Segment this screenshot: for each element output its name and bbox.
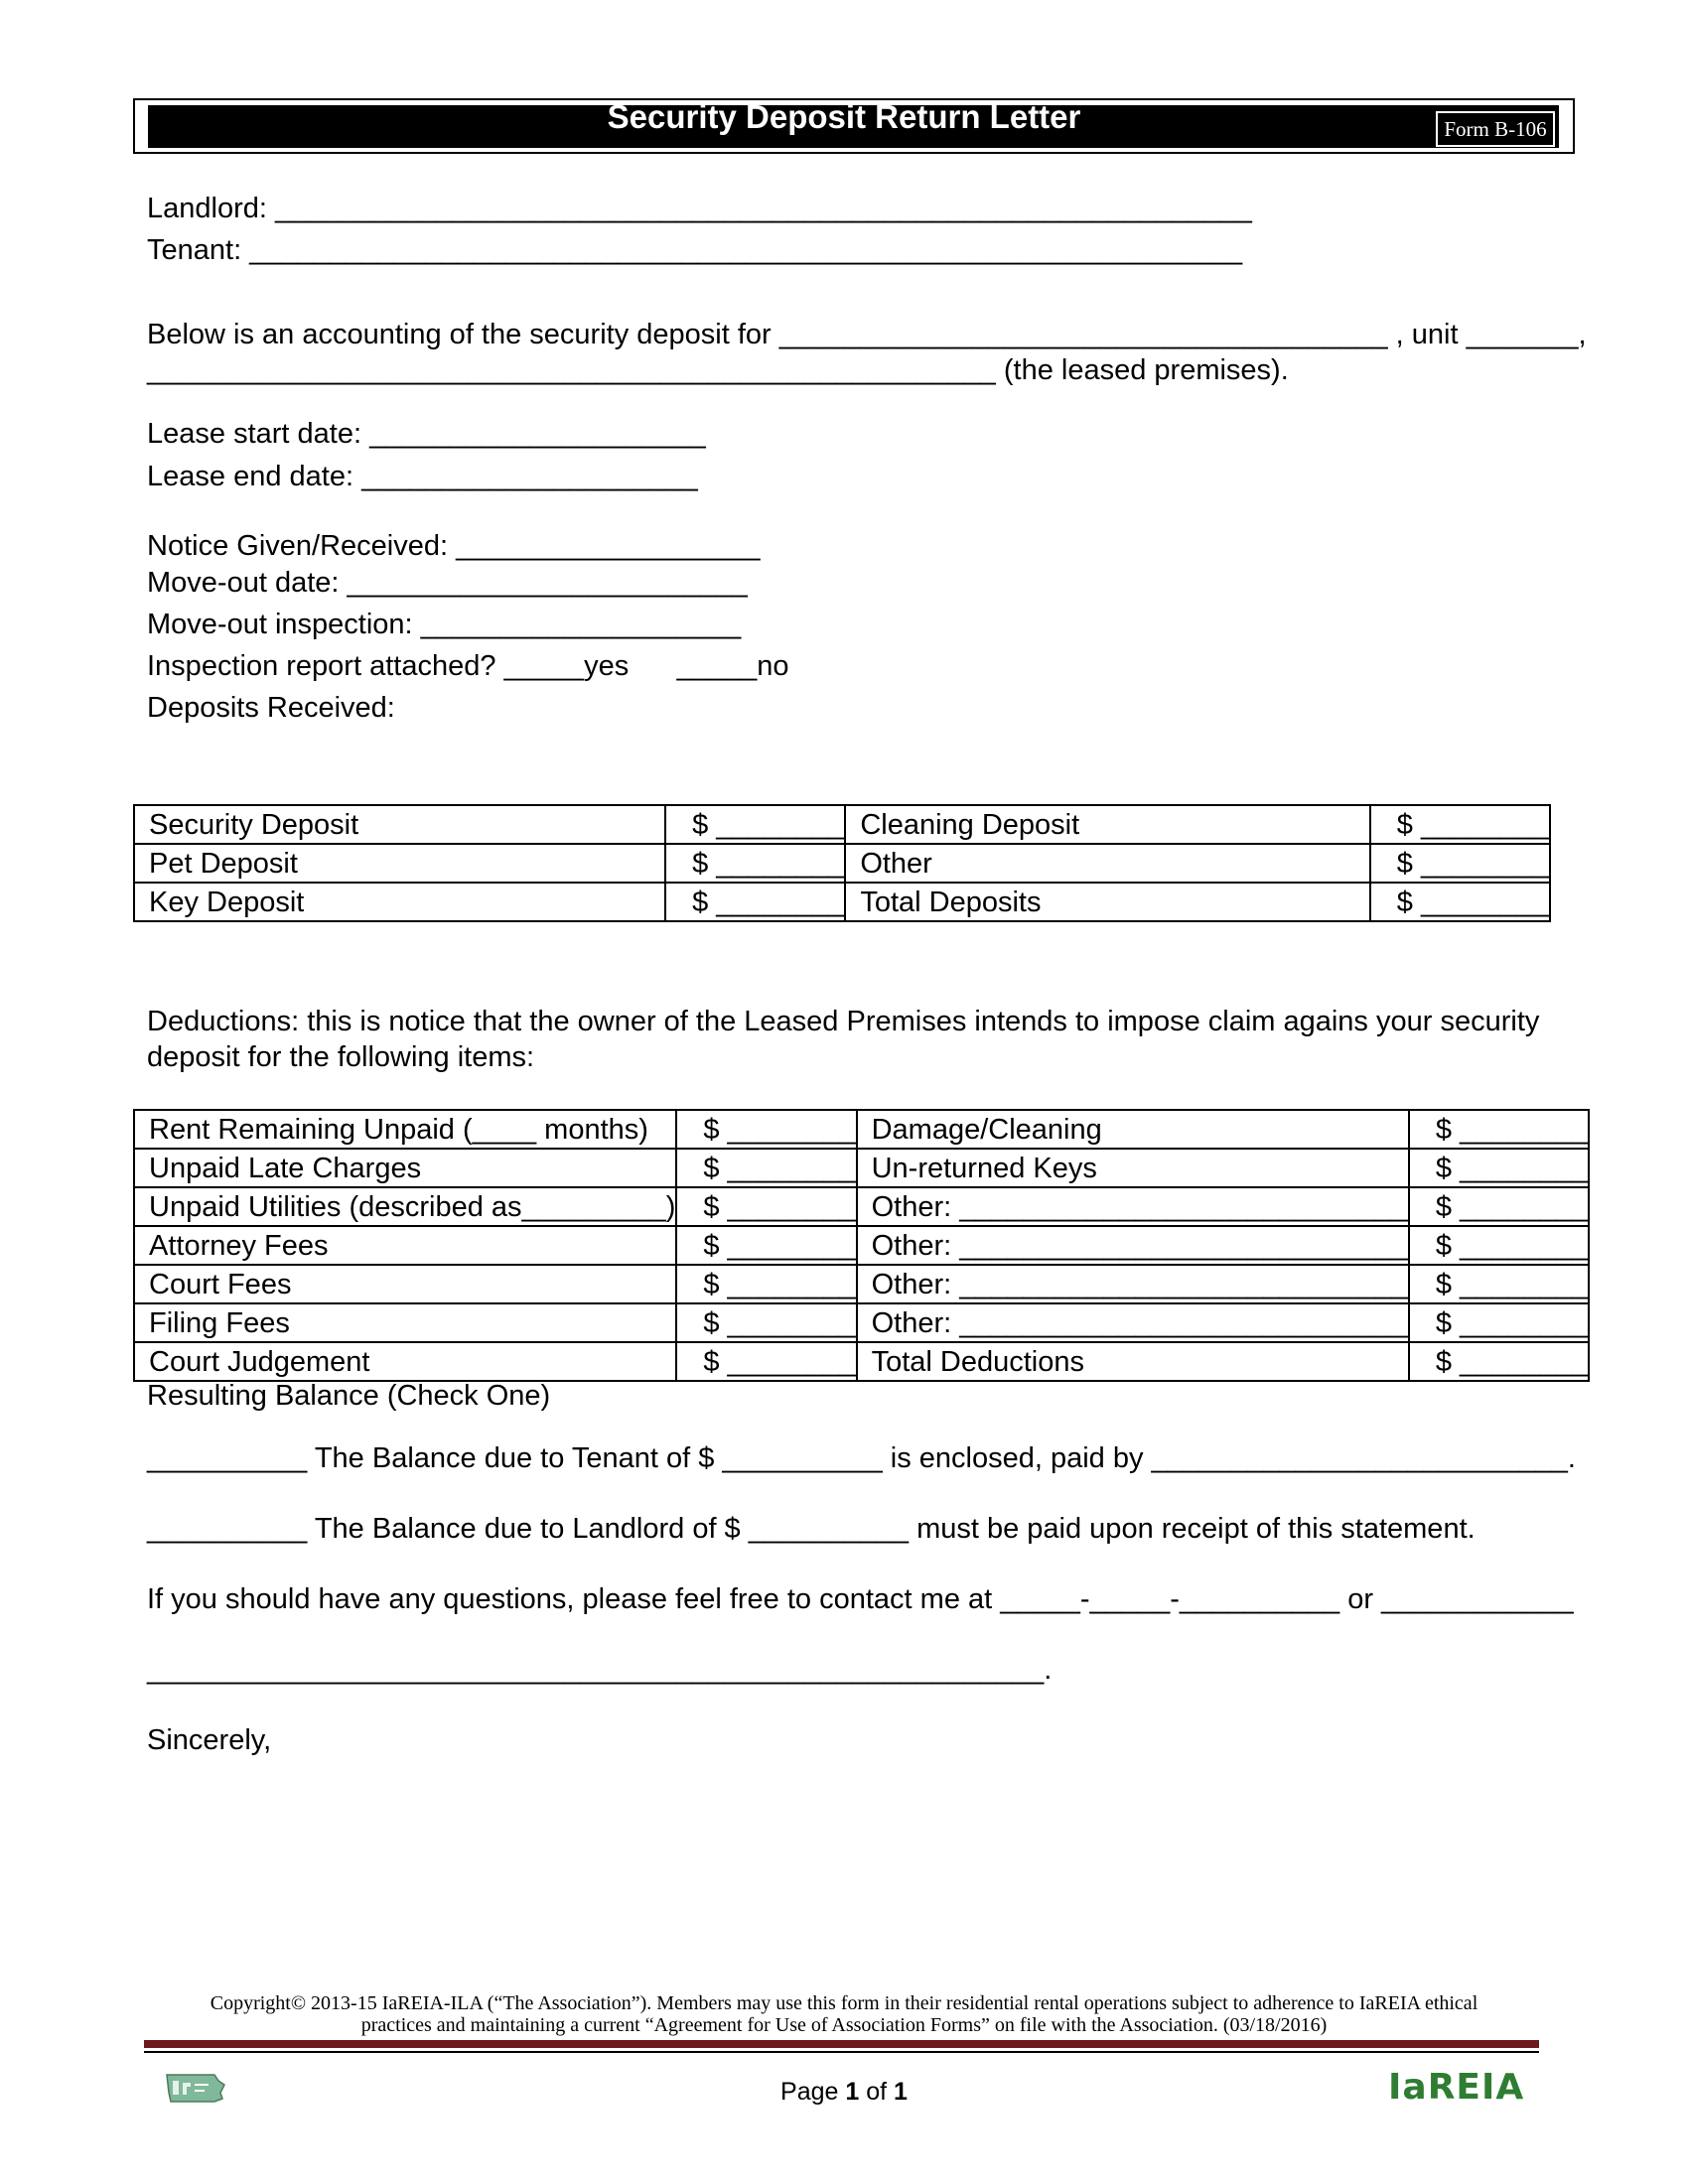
amount-field-right[interactable]: $ ________ [1370, 844, 1550, 883]
row-label-right: Damage/Cleaning [857, 1110, 1409, 1149]
row-label-left: Rent Remaining Unpaid (____ months) [134, 1110, 676, 1149]
amount-field-left[interactable]: $ ________ [676, 1187, 856, 1226]
contact-continuation-line[interactable]: ________________________________________________________. [147, 1654, 1053, 1686]
page-current: 1 [845, 2078, 860, 2106]
amount-field-right[interactable]: $ ________ [1409, 1110, 1589, 1149]
resulting-balance-heading: Resulting Balance (Check One) [147, 1380, 551, 1412]
accounting-premises-line[interactable]: Below is an accounting of the security deposit for ______________________________________ , unit _______, [147, 319, 1587, 350]
table-row [134, 1149, 1589, 1187]
amount-field-left[interactable]: $ ________ [665, 883, 845, 921]
tenant-field[interactable]: Tenant: ______________________________________________________________ [147, 234, 1243, 266]
row-label-right: Other: ____________________________ [857, 1303, 1409, 1342]
inspection-report-attached-field[interactable]: Inspection report attached? _____yes _____no [147, 650, 789, 682]
amount-field-right[interactable]: $ ________ [1409, 1226, 1589, 1265]
deductions-intro-line1: Deductions: this is notice that the owner of the Leased Premises intends to impose claim agains your security [147, 1006, 1540, 1037]
lease-start-date-field[interactable]: Lease start date: _____________________ [147, 418, 706, 450]
deductions-table-body [134, 1110, 1589, 1381]
form-title: Security Deposit Return Letter [607, 98, 1081, 135]
landlord-field[interactable]: Landlord: _____________________________________________________________ [147, 193, 1252, 224]
copyright-notice [133, 1992, 1555, 2036]
lease-end-date-field[interactable]: Lease end date: _____________________ [147, 461, 698, 492]
footer-rule-black [144, 2051, 1539, 2053]
notice-given-field[interactable]: Notice Given/Received: ___________________ [147, 530, 761, 562]
table-row [134, 1226, 1589, 1265]
table-row [134, 1303, 1589, 1342]
amount-field-left[interactable]: $ ________ [676, 1149, 856, 1187]
row-label-left: Key Deposit [134, 883, 665, 921]
amount-field-left[interactable]: $ ________ [676, 1110, 856, 1149]
deposits-received-label: Deposits Received: [147, 692, 395, 724]
amount-field-left[interactable]: $ ________ [676, 1265, 856, 1303]
amount-field-left[interactable]: $ ________ [665, 805, 845, 844]
amount-field-right[interactable]: $ ________ [1370, 883, 1550, 921]
row-label-left: Unpaid Late Charges [134, 1149, 676, 1187]
row-label-left: Court Judgement [134, 1342, 676, 1381]
table-row [134, 805, 1550, 844]
table-row [134, 1342, 1589, 1381]
row-label-right: Other: ____________________________ [857, 1265, 1409, 1303]
page-of: of [859, 2078, 895, 2106]
amount-field-right[interactable]: $ ________ [1409, 1149, 1589, 1187]
table-row [134, 1187, 1589, 1226]
table-row [134, 1110, 1589, 1149]
deposits-table [133, 804, 1551, 922]
copyright-line-1: Copyright© 2013-15 IaREIA-ILA (“The Association”). Members may use this form in their residential rental operations subject to adherence to IaREIA ethical [210, 1992, 1478, 2014]
balance-due-landlord-line[interactable]: __________ The Balance due to Landlord of $ __________ must be paid upon receipt of this statement. [147, 1513, 1476, 1545]
row-label-right: Total Deposits [845, 883, 1369, 921]
moveout-date-field[interactable]: Move-out date: _________________________ [147, 567, 748, 599]
row-label-left: Attorney Fees [134, 1226, 676, 1265]
deposits-table-body [134, 805, 1550, 921]
form-number-badge: Form B-106 [1436, 111, 1555, 147]
table-row [134, 883, 1550, 921]
amount-field-right[interactable]: $ ________ [1409, 1342, 1589, 1381]
moveout-inspection-field[interactable]: Move-out inspection: ____________________ [147, 609, 742, 640]
row-label-right: Cleaning Deposit [845, 805, 1369, 844]
row-label-right: Other: ____________________________ [857, 1226, 1409, 1265]
amount-field-right[interactable]: $ ________ [1409, 1187, 1589, 1226]
deductions-intro-line2: deposit for the following items: [147, 1041, 535, 1073]
amount-field-left[interactable]: $ ________ [676, 1342, 856, 1381]
row-label-right: Un-returned Keys [857, 1149, 1409, 1187]
amount-field-right[interactable]: $ ________ [1370, 805, 1550, 844]
closing-sincerely: Sincerely, [147, 1724, 272, 1756]
iareia-logo: IaREIA [1388, 2067, 1525, 2108]
amount-field-right[interactable]: $ ________ [1409, 1265, 1589, 1303]
row-label-left: Unpaid Utilities (described as_________) [134, 1187, 676, 1226]
table-row [134, 844, 1550, 883]
row-label-right: Total Deductions [857, 1342, 1409, 1381]
row-label-right: Other [845, 844, 1369, 883]
copyright-line-2: practices and maintaining a current “Agreement for Use of Association Forms” on file with the Association. (03/18/2016) [360, 2014, 1328, 2036]
page-total: 1 [894, 2078, 908, 2106]
balance-due-tenant-line[interactable]: __________ The Balance due to Tenant of $ __________ is enclosed, paid by __________________________. [147, 1442, 1576, 1474]
deductions-table [133, 1109, 1590, 1382]
row-label-left: Pet Deposit [134, 844, 665, 883]
amount-field-left[interactable]: $ ________ [665, 844, 845, 883]
page-prefix: Page [780, 2078, 846, 2106]
row-label-left: Security Deposit [134, 805, 665, 844]
amount-field-left[interactable]: $ ________ [676, 1303, 856, 1342]
accounting-address-line[interactable]: _____________________________________________________ (the leased premises). [147, 354, 1289, 386]
contact-line[interactable]: If you should have any questions, please feel free to contact me at _____-_____-__________ or ____________ [147, 1583, 1574, 1615]
row-label-left: Filing Fees [134, 1303, 676, 1342]
table-row [134, 1265, 1589, 1303]
row-label-right: Other: ____________________________ [857, 1187, 1409, 1226]
row-label-left: Court Fees [134, 1265, 676, 1303]
footer-rule-maroon [144, 2040, 1539, 2048]
amount-field-left[interactable]: $ ________ [676, 1226, 856, 1265]
amount-field-right[interactable]: $ ________ [1409, 1303, 1589, 1342]
